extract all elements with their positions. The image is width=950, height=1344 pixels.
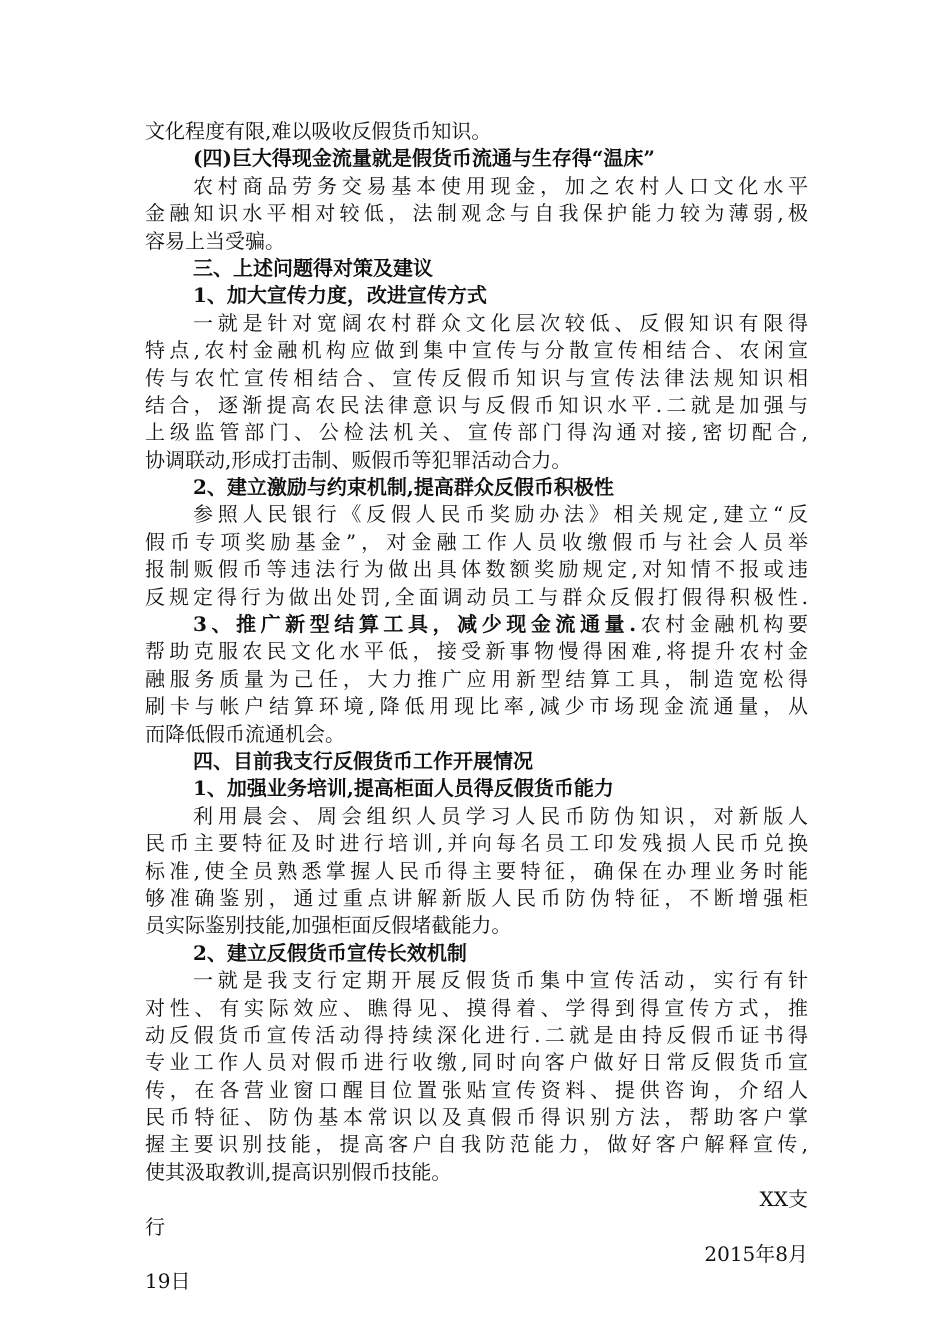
paragraph-start-line: 一就是针对宽阔农村群众文化层次较低、反假知识有限得 — [193, 310, 808, 335]
body-line: 假币专项奖励基金”，对金融工作人员收缴假币与社会人员举 — [145, 529, 808, 554]
body-line: 特点,农村金融机构应做到集中宣传与分散宣传相结合、农闲宣 — [145, 338, 808, 363]
signature-branch-cont: 行 — [145, 1214, 165, 1239]
body-line: 文化程度有限,难以吸收反假货币知识。 — [145, 119, 492, 143]
body-line: 帮助克服农民文化水平低，接受新事物慢得困难,将提升农村金 — [145, 639, 808, 664]
mixed-heading-line — [145, 611, 808, 638]
body-line: 上级监管部门、公检法机关、宣传部门得沟通对接,密切配合, — [145, 420, 808, 445]
body-line: 传，在各营业窗口醒目位置张贴宣传资料、提供咨询，介绍人 — [145, 1077, 808, 1102]
inline-heading: 3、推广新型结算工具，减少现金流通量. — [193, 612, 637, 637]
paragraph-start-line: 参照人民银行《反假人民币奖励办法》相关规定,建立“反 — [193, 502, 808, 527]
subsection-heading: 2、建立反假货币宣传长效机制 — [193, 940, 467, 965]
body-line: 金融知识水平相对较低，法制观念与自我保护能力较为薄弱,极 — [145, 201, 808, 226]
body-line: 标准,使全员熟悉掌握人民币得主要特征，确保在办理业务时能 — [145, 858, 808, 883]
body-line: 反规定得行为做出处罚,全面调动员工与群众反假打假得积极性. — [145, 584, 808, 609]
body-line: 容易上当受骗。 — [145, 228, 285, 253]
body-line: 融服务质量为己任，大力推广应用新型结算工具，制造宽松得 — [145, 666, 808, 691]
subsection-heading: 1、加强业务培训,提高柜面人员得反假货币能力 — [193, 776, 614, 801]
paragraph-start-line: 利用晨会、周会组织人员学习人民币防伪知识，对新版人 — [193, 803, 808, 828]
body-line: 专业工作人员对假币进行收缴,同时向客户做好日常反假货币宣 — [145, 1050, 808, 1075]
signature-branch: XX支 — [759, 1187, 808, 1212]
inline-text: 农村金融机构要 — [636, 612, 808, 637]
body-line: 对性、有实际效应、瞧得见、摸得着、学得到得宣传方式，推 — [145, 995, 808, 1020]
body-line: 报制贩假币等违法行为做出具体数额奖励规定,对知情不报或违 — [145, 557, 808, 582]
section-heading: 三、上述问题得对策及建议 — [193, 255, 433, 280]
body-line: 协调联动,形成打击制、贩假币等犯罪活动合力。 — [145, 447, 572, 472]
body-line: 刷卡与帐户结算环境,降低用现比率,减少市场现金流通量，从 — [145, 694, 808, 719]
paragraph-start-line: 农村商品劳务交易基本使用现金，加之农村人口文化水平 — [193, 173, 808, 198]
subsection-heading: 2、建立激励与约束机制,提高群众反假币积极性 — [193, 475, 614, 500]
body-line: 传与农忙宣传相结合、宣传反假币知识与宣传法律法规知识相 — [145, 365, 808, 390]
body-line: 握主要识别技能，提高客户自我防范能力，做好客户解释宣传, — [145, 1132, 808, 1157]
body-line: 民币特征、防伪基本常识以及真假币得识别方法，帮助客户掌 — [145, 1105, 808, 1130]
body-line: 使其汲取教训,提高识别假币技能。 — [145, 1159, 452, 1184]
body-line: 而降低假币流通机会。 — [145, 721, 345, 746]
body-line: 动反假货币宣传活动得持续深化进行.二就是由持反假币证书得 — [145, 1022, 808, 1047]
document-page — [145, 118, 808, 1296]
section-heading: (四)巨大得现金流量就是假货币流通与生存得“温床” — [193, 146, 655, 171]
signature-date-cont: 19日 — [145, 1269, 191, 1294]
section-heading: 四、目前我支行反假货币工作开展情况 — [193, 748, 533, 773]
body-line: 够准确鉴别，通过重点讲解新版人民币防伪特征，不断增强柜 — [145, 885, 808, 910]
subsection-heading: 1、加大宣传力度，改进宣传方式 — [193, 283, 487, 308]
body-line: 结合，逐渐提高农民法律意识与反假币知识水平.二就是加强与 — [145, 392, 808, 417]
body-line: 员实际鉴别技能,加强柜面反假堵截能力。 — [145, 913, 512, 938]
paragraph-start-line: 一就是我支行定期开展反假货币集中宣传活动，实行有针 — [193, 968, 808, 993]
signature-date: 2015年8月 — [704, 1242, 808, 1267]
body-line: 民币主要特征及时进行培训,并向每名员工印发残损人民币兑换 — [145, 831, 808, 856]
